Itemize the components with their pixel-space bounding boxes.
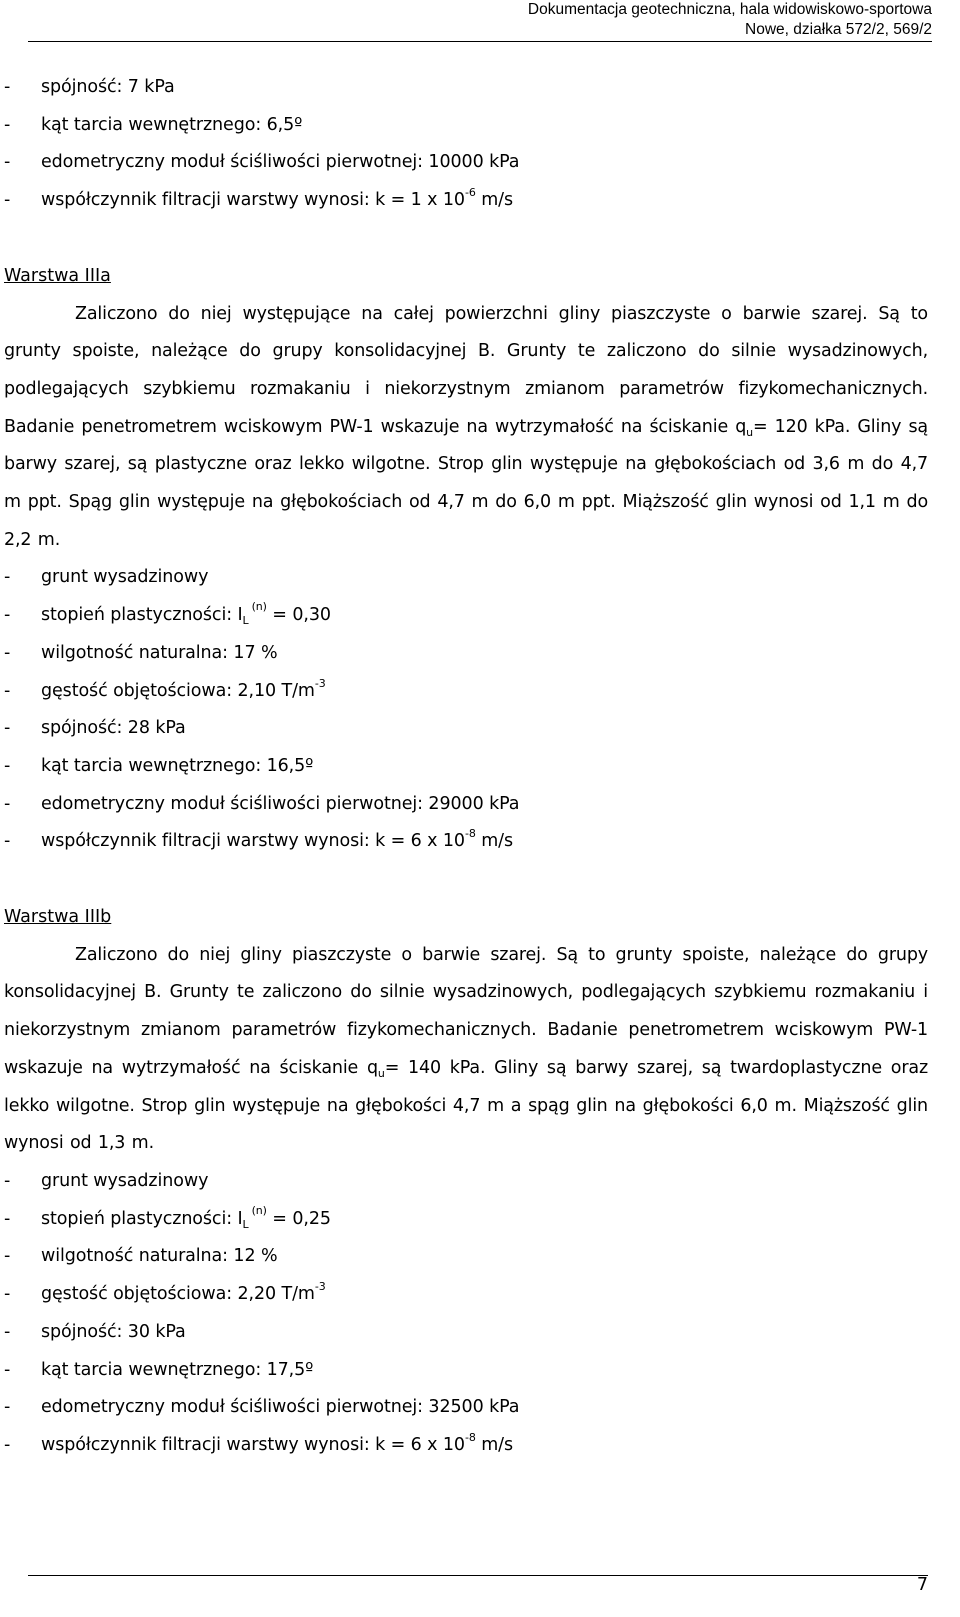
list-item: - edometryczny moduł ściśliwości pierwotnej: 10000 kPa (4, 152, 520, 173)
list-item: - kąt tarcia wewnętrznego: 16,5º (4, 755, 314, 776)
list-item: - gęstość objętościowa: 2,20 $T/m^{-3}$ (4, 1280, 326, 1305)
section-paragraph-IIIa: Zaliczono do niej występujące na całej powierzchni gliny piaszczyste o barwie szarej. Są to grunty spoiste, należące do grupy konsolidacyjnej B. Grunty te zaliczono do silnie wysadzinowych, podlegających szybkiemu rozmakaniu i niekorzystnym zmianom parametrów fizykomechanicznych. Badanie penetrometrem wciskowym PW-1 wskazuje na wytrzymałość na ściskanie $q_u= 120$ kPa. Gliny są barwy szarej, są plastyczne oraz lekko wilgotne. Strop glin występuje na głębokościach od 3,6 m do 4,7 m ppt. Spąg glin występuje na głębokościach od 4,7 m do 6,0 m ppt. Miąższość glin wynosi od 1,1 m do 2,2 m. (4, 303, 929, 550)
list-item: - współczynnik filtracji warstwy wynosi: k = 6 x $10^{-8}$ m/s (4, 827, 513, 852)
section-heading-IIIa: Warstwa IIIa (4, 265, 111, 286)
list-item: - wilgotność naturalna: 12 % (4, 1246, 278, 1267)
list-item: - stopień plastyczności: $I_L^{(n)} = 0,25$ (4, 1203, 331, 1231)
page-footer (28, 1575, 928, 1595)
list-item: - edometryczny moduł ściśliwości pierwotnej: 32500 kPa (4, 1397, 520, 1418)
list-item: - grunt wysadzinowy (4, 567, 209, 588)
header-title: Dokumentacja geotechniczna, hala widowiskowo-sportowa (527, 1, 932, 18)
list-item: - spójność: 30 kPa (4, 1321, 186, 1342)
list-item: - współczynnik filtracji warstwy wynosi: k = 1 x $10^{-6}$ m/s (4, 186, 513, 211)
list-item: - spójność: 7 kPa (4, 77, 175, 97)
list-item: - stopień plastyczności: $I_L^{(n)} = 0,30$ (4, 600, 331, 628)
document-body (4, 69, 928, 1465)
list-item: - kąt tarcia wewnętrznego: 6,5º (4, 114, 303, 135)
list-item: - współczynnik filtracji warstwy wynosi: k = 6 x $10^{-8}$ m/s (4, 1430, 513, 1455)
section-heading-IIIb: Warstwa IIIb (4, 907, 112, 928)
header-location: Nowe, działka 572/2, 569/2 (745, 21, 932, 38)
list-item: - edometryczny moduł ściśliwości pierwotnej: 29000 kPa (4, 793, 520, 814)
list-item: - wilgotność naturalna: 17 % (4, 642, 278, 663)
list-item: - kąt tarcia wewnętrznego: 17,5º (4, 1359, 314, 1380)
list-item: - spójność: 28 kPa (4, 718, 186, 739)
page-header (28, 0, 932, 42)
section-paragraph-IIIb: Zaliczono do niej gliny piaszczyste o barwie szarej. Są to grunty spoiste, należące do grupy konsolidacyjnej B. Grunty te zaliczono do silnie wysadzinowych, podlegających szybkiemu rozmakaniu i niekorzystnym zmianom parametrów fizykomechanicznych. Badanie penetrometrem wciskowym PW-1 wskazuje na wytrzymałość na ściskanie $q_u= 140$ kPa. Gliny są barwy szarej, są twardoplastyczne oraz lekko wilgotne. Strop glin występuje na głębokości 4,7 m a spąg glin na głębokości 6,0 m. Miąższość glin wynosi od 1,3 m. (4, 944, 928, 1154)
list-item: - grunt wysadzinowy (4, 1170, 209, 1191)
page-number: 7 (916, 1575, 928, 1595)
list-item: - gęstość objętościowa: 2,10 $T/m^{-3}$ (4, 676, 326, 701)
